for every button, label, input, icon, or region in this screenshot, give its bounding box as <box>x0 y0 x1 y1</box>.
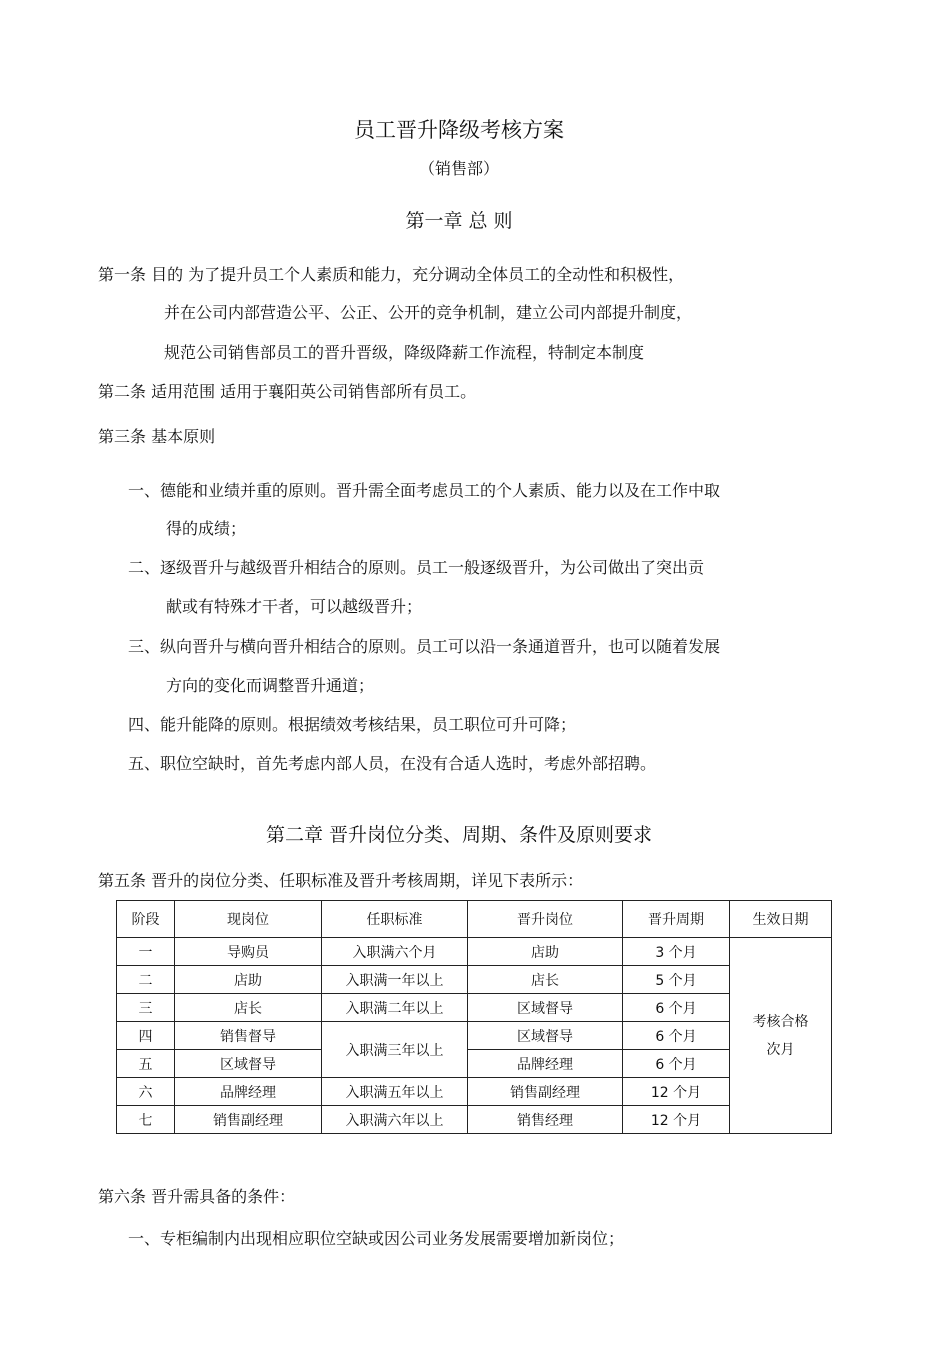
cell-qualification: 入职满二年以上 <box>322 994 468 1022</box>
chapter-2-heading: 第二章 晋升岗位分类、周期、条件及原则要求 <box>265 824 653 846</box>
article-1-line-2: 并在公司内部营造公平、公正、公开的竞争机制，建立公司内部提升制度， <box>164 303 693 322</box>
cell-stage: 二 <box>117 966 175 994</box>
cell-cycle: 5 个月 <box>623 966 730 994</box>
cell-current-position: 店长 <box>175 994 322 1022</box>
cell-stage: 六 <box>117 1078 175 1106</box>
header-effective-date: 生效日期 <box>730 901 832 938</box>
cell-promoted-position: 店长 <box>468 966 623 994</box>
table-row <box>117 1050 832 1078</box>
cell-current-position: 导购员 <box>175 938 322 966</box>
header-promotion-cycle: 晋升周期 <box>623 901 730 938</box>
cell-promoted-position: 区域督导 <box>468 1022 623 1050</box>
cell-cycle: 6 个月 <box>623 1022 730 1050</box>
principle-2-line-1: 二、逐级晋升与越级晋升相结合的原则。员工一般逐级晋升，为公司做出了突出贡 <box>128 558 705 577</box>
article-1-line-3: 规范公司销售部员工的晋升晋级，降级降薪工作流程，特制定本制度 <box>164 343 645 362</box>
document-title: 员工晋升降级考核方案 <box>354 118 564 142</box>
chapter-1-heading: 第一章 总 则 <box>405 210 513 232</box>
table-row <box>117 1022 832 1050</box>
principle-4: 四、能升能降的原则。根据绩效考核结果，员工职位可升可降； <box>128 715 577 734</box>
article-3-heading: 第三条 基本原则 <box>98 427 216 446</box>
header-stage: 阶段 <box>117 901 175 938</box>
table-row <box>117 1106 832 1134</box>
effective-line-2: 次月 <box>766 1041 795 1058</box>
cell-cycle: 6 个月 <box>623 994 730 1022</box>
cell-effective-date <box>730 938 832 1134</box>
table-row <box>117 994 832 1022</box>
cell-current-position: 区域督导 <box>175 1050 322 1078</box>
cell-stage: 五 <box>117 1050 175 1078</box>
cell-cycle: 12 个月 <box>623 1106 730 1134</box>
cell-promoted-position: 区域督导 <box>468 994 623 1022</box>
document-subtitle: （销售部） <box>418 159 499 178</box>
table-row <box>117 966 832 994</box>
cell-promoted-position: 品牌经理 <box>468 1050 623 1078</box>
article-6-heading: 第六条 晋升需具备的条件： <box>98 1187 296 1206</box>
effective-line-1: 考核合格 <box>752 1013 809 1030</box>
cell-cycle: 12 个月 <box>623 1078 730 1106</box>
principle-3-line-1: 三、纵向晋升与横向晋升相结合的原则。员工可以沿一条通道晋升，也可以随着发展 <box>128 637 721 656</box>
cell-current-position: 销售督导 <box>175 1022 322 1050</box>
cell-promoted-position: 店助 <box>468 938 623 966</box>
article-5: 第五条 晋升的岗位分类、任职标准及晋升考核周期，详见下表所示： <box>98 871 584 890</box>
table-row <box>117 1078 832 1106</box>
cell-qualification: 入职满五年以上 <box>322 1078 468 1106</box>
table-header-row <box>117 901 832 938</box>
cell-qualification: 入职满六年以上 <box>322 1106 468 1134</box>
cell-stage: 一 <box>117 938 175 966</box>
cell-stage: 三 <box>117 994 175 1022</box>
principle-3-line-2: 方向的变化而调整晋升通道； <box>166 676 375 695</box>
cell-promoted-position: 销售副经理 <box>468 1078 623 1106</box>
cell-stage: 七 <box>117 1106 175 1134</box>
promotion-table <box>116 900 832 1134</box>
condition-1: 一、专柜编制内出现相应职位空缺或因公司业务发展需要增加新岗位； <box>128 1229 625 1248</box>
header-qualification: 任职标准 <box>322 901 468 938</box>
header-promoted-position: 晋升岗位 <box>468 901 623 938</box>
cell-qualification: 入职满一年以上 <box>322 966 468 994</box>
principle-1-line-1: 一、德能和业绩并重的原则。晋升需全面考虑员工的个人素质、能力以及在工作中取 <box>128 481 721 500</box>
cell-stage: 四 <box>117 1022 175 1050</box>
cell-cycle: 6 个月 <box>623 1050 730 1078</box>
cell-current-position: 店助 <box>175 966 322 994</box>
principle-2-line-2: 献或有特殊才干者，可以越级晋升； <box>166 597 423 616</box>
principle-1-line-2: 得的成绩； <box>166 519 247 538</box>
principle-5: 五、职位空缺时，首先考虑内部人员，在没有合适人选时，考虑外部招聘。 <box>128 754 657 773</box>
header-current-position: 现岗位 <box>175 901 322 938</box>
cell-current-position: 销售副经理 <box>175 1106 322 1134</box>
cell-promoted-position: 销售经理 <box>468 1106 623 1134</box>
cell-qualification: 入职满六个月 <box>322 938 468 966</box>
table-row <box>117 938 832 966</box>
article-2: 第二条 适用范围 适用于襄阳英公司销售部所有员工。 <box>98 382 477 401</box>
cell-qualification: 入职满三年以上 <box>322 1022 468 1078</box>
cell-cycle: 3 个月 <box>623 938 730 966</box>
cell-current-position: 品牌经理 <box>175 1078 322 1106</box>
article-1-head: 第一条 目的 为了提升员工个人素质和能力，充分调动全体员工的全动性和积极性， <box>98 265 685 284</box>
